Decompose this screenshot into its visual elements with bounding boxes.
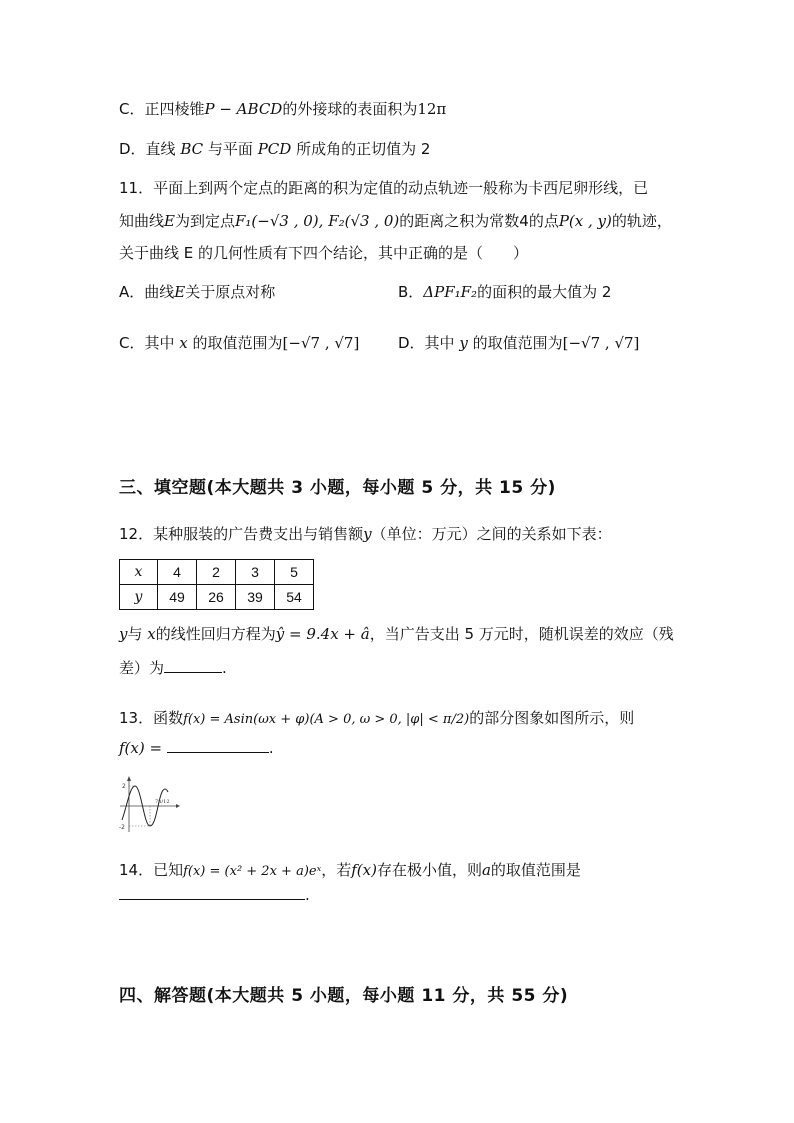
math-var: x	[179, 334, 188, 352]
text: ，当广告支出 5 万元时，随机误差的效应（残	[369, 625, 674, 643]
table-row	[120, 585, 314, 610]
table-cell: 49	[158, 585, 197, 610]
math-point-p: P(x , y)	[558, 212, 612, 230]
math-curve: E	[164, 212, 175, 230]
section-heading-solve: 四、解答题(本大题共 5 小题，每小题 11 分，共 55 分)	[119, 986, 569, 1006]
q14-line2	[119, 884, 310, 906]
x-tick-label: 7π/12	[155, 799, 170, 805]
text: 的点	[528, 212, 559, 230]
math-function: f(x)	[351, 861, 377, 879]
math-var: y	[119, 625, 128, 643]
text: 所成角的正切值为 2	[296, 140, 431, 158]
q12-line2	[119, 623, 674, 645]
text: 4	[519, 212, 529, 230]
table-cell: y	[120, 585, 158, 610]
q10-option-c	[119, 98, 446, 120]
text: 的距离之积为常数	[399, 212, 520, 230]
q10-option-d	[119, 138, 430, 160]
table-cell: 4	[158, 560, 197, 585]
text: .	[268, 739, 274, 757]
text: 的取值范围为	[472, 334, 563, 352]
q14-line1	[119, 859, 581, 883]
math-line: BC	[180, 140, 204, 158]
text: 的线性回归方程为	[155, 625, 276, 643]
q11-option-d	[398, 332, 639, 354]
math-range: [−√7 , √7]	[282, 334, 360, 352]
text: 14．已知	[119, 861, 184, 879]
q12-line1	[119, 523, 612, 545]
q11-line2: 知曲线E为到定点F₁(−√3 , 0), F₂(√3 , 0)的距离之积为常数4的点P(x , y)的轨迹，	[119, 212, 672, 230]
text: C．正四棱锥	[119, 100, 205, 118]
text: D．直线	[119, 140, 176, 158]
text: 的部分图象如图所示，则	[469, 709, 635, 727]
text: 为到定点	[174, 212, 235, 230]
table-cell: 3	[236, 560, 275, 585]
answer-blank[interactable]	[164, 657, 222, 673]
text: C．其中	[119, 334, 175, 352]
text: 与平面	[207, 140, 253, 158]
math-curve: E	[174, 283, 186, 301]
math-triangle: ΔPF₁F₂	[423, 283, 478, 301]
math-range: [−√7 , √7]	[562, 334, 640, 352]
math-var: a	[481, 861, 491, 879]
y-tick-label: 2	[122, 783, 126, 790]
q12-line3	[119, 657, 227, 679]
q11-option-b	[398, 281, 611, 303]
y-tick-label: -2	[119, 824, 125, 831]
math-pyramid: P − ABCD	[204, 100, 283, 118]
table-cell: 26	[197, 585, 236, 610]
table-cell: 5	[275, 560, 314, 585]
text: 的取值范围为	[192, 334, 283, 352]
text: 12．某种服装的广告费支出与销售额	[119, 525, 364, 543]
answer-blank[interactable]	[119, 884, 305, 900]
q11-option-a	[119, 281, 275, 303]
q11-line3: 关于曲线 E 的几何性质有下四个结论，其中正确的是（ ）	[119, 244, 529, 262]
table-cell: 54	[275, 585, 314, 610]
x-axis-arrow-icon	[176, 804, 180, 808]
text: 的外接球的表面积为	[282, 100, 418, 118]
math-function: f(x) =	[119, 739, 163, 757]
y-axis-arrow-icon	[127, 776, 131, 781]
text: 关于原点对称	[185, 283, 276, 301]
math-function: f(x) = (x² + 2x + a)eˣ	[183, 864, 322, 879]
text: （单位：万元）之间的关系如下表：	[371, 525, 612, 543]
text: 的轨迹，	[611, 212, 672, 230]
math-conditions: (A > 0, ω > 0, |φ| < π/2)	[309, 712, 470, 727]
text: 差）为	[119, 659, 165, 677]
table-cell: 39	[236, 585, 275, 610]
text: 的取值范围是	[490, 861, 581, 879]
answer-blank[interactable]	[167, 737, 269, 753]
text: ，若	[321, 861, 352, 879]
text: D．其中	[398, 334, 455, 352]
text: 与	[127, 625, 143, 643]
math-point-f1: F₁(−√3 , 0)	[234, 212, 319, 230]
section-heading-fill-in: 三、填空题(本大题共 3 小题，每小题 5 分，共 15 分)	[119, 478, 556, 498]
text: 存在极小值，则	[376, 861, 482, 879]
table-row	[120, 560, 314, 585]
math-plane: PCD	[257, 140, 292, 158]
text: .	[222, 659, 227, 677]
q13-line2	[119, 737, 274, 759]
math-regression-equation: ŷ = 9.4x + â	[275, 625, 370, 643]
math-var: y	[363, 525, 372, 543]
sine-graph	[118, 776, 180, 836]
text: 知曲线	[119, 212, 165, 230]
text: B．	[398, 283, 424, 301]
table-cell: 2	[197, 560, 236, 585]
q13-line1	[119, 707, 634, 731]
math-var: x	[147, 625, 156, 643]
math-function: f(x) = Asin(ωx + φ)	[183, 712, 310, 727]
text: .	[305, 886, 310, 904]
text: 的面积的最大值为 2	[477, 283, 612, 301]
q11-option-c	[119, 332, 359, 354]
table-cell: x	[120, 560, 158, 585]
q11-line1: 11．平面上到两个定点的距离的积为定值的动点轨迹一般称为卡西尼卵形线，已	[119, 179, 649, 197]
text: A．曲线	[119, 283, 175, 301]
math-var: y	[459, 334, 468, 352]
math-value: 12π	[417, 100, 447, 118]
text: 13．函数	[119, 709, 184, 727]
math-point-f2: F₂(√3 , 0)	[328, 212, 400, 230]
data-table	[119, 559, 314, 610]
